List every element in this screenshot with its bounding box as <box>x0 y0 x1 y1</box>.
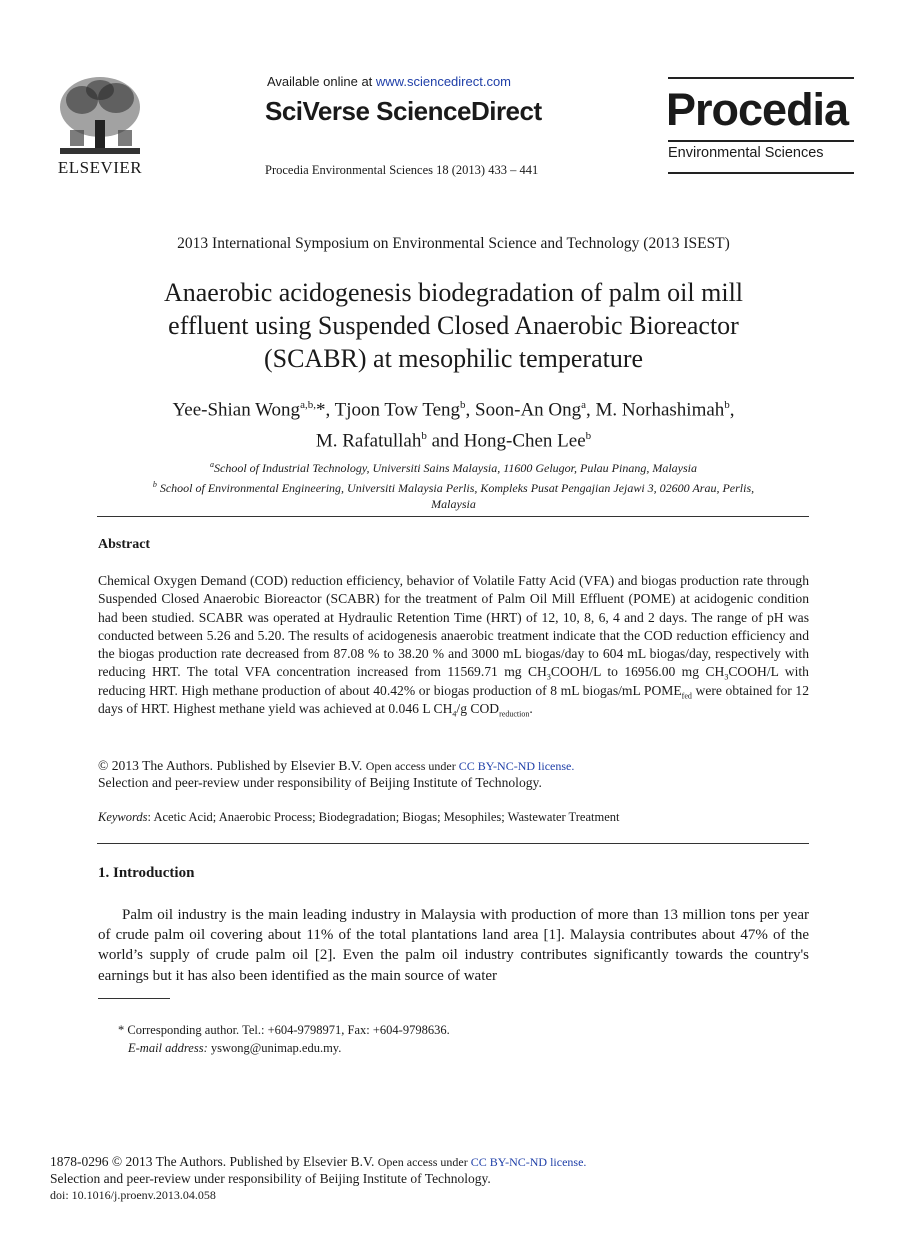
copyright-text: © 2013 The Authors. Published by Elsevier B.V. <box>98 758 366 773</box>
author-name: Tjoon Tow Teng <box>334 399 461 421</box>
affil-sup: a <box>210 460 214 469</box>
email-label: E-mail address: <box>128 1041 208 1055</box>
procedia-rule-mid <box>668 140 854 142</box>
journal-logo-subtitle: Environmental Sciences <box>668 145 824 161</box>
sciencedirect-link[interactable]: www.sciencedirect.com <box>375 74 512 89</box>
divider-top <box>97 516 809 517</box>
subscript: fed <box>681 691 692 701</box>
license-link[interactable]: CC BY-NC-ND license. <box>470 1155 587 1169</box>
platform-name: SciVerse ScienceDirect <box>265 96 542 126</box>
author-and: and <box>426 430 464 452</box>
abstract-copyright <box>98 758 809 791</box>
subscript: reduction <box>499 709 530 719</box>
peer-review-text: Selection and peer-review under responsibility of Beijing Institute of Technology. <box>98 774 542 790</box>
email-address: yswong@unimap.edu.my. <box>207 1041 342 1055</box>
affil-sup: b <box>152 479 157 489</box>
subscript: 3 <box>546 673 551 683</box>
procedia-rule-top <box>668 77 854 79</box>
abstract-text: COOH/L to 16956.00 mg CH <box>550 664 725 680</box>
affiliation-a: School of Industrial Technology, Universiti Sains Malaysia, 11600 Gelugor, Pulau Pinang, Malaysia <box>214 461 697 475</box>
author-affil-sup: a,b, <box>300 399 316 411</box>
symposium-line: 2013 International Symposium on Environmental Science and Technology (2013 ISEST) <box>177 235 730 252</box>
available-prefix: Available online at <box>267 74 376 89</box>
author-name: Hong-Chen Lee <box>463 430 586 452</box>
open-access-text: Open access under <box>365 759 459 773</box>
affiliation-b-cont: Malaysia <box>431 497 476 511</box>
author-sep: , <box>465 399 476 421</box>
doi: doi: 10.1016/j.proenv.2013.04.058 <box>50 1188 216 1202</box>
author-name: Yee-Shian Wong <box>172 399 301 421</box>
title-line: effluent using Suspended Closed Anaerobic Bioreactor <box>168 311 739 340</box>
author-sep: , <box>586 399 596 421</box>
elsevier-wordmark: ELSEVIER <box>57 158 143 177</box>
author-affil-sup: b <box>460 399 466 411</box>
subscript: 3 <box>724 673 729 683</box>
abstract-heading: Abstract <box>98 537 151 552</box>
abstract-text: COOH/L with reducing HRT. High methane production of about 40.42% or biogas production of 8 mL biogas/mL POME <box>98 664 809 698</box>
abstract-text: /g COD <box>456 701 500 717</box>
author-list <box>100 392 807 455</box>
abstract-text: were obtained for 12 days of HRT. Highest methane yield was achieved at 0.046 L CH <box>98 682 809 717</box>
journal-logo-name: Procedia <box>666 84 849 135</box>
journal-reference: Procedia Environmental Sciences 18 (2013) 433 – 441 <box>265 163 539 177</box>
author-affil-sup: b <box>585 430 592 443</box>
footnote-rule <box>98 998 170 999</box>
page-footer <box>50 1154 586 1204</box>
author-name: Soon-An Ong <box>475 399 582 421</box>
author-affil-sup: a <box>581 399 587 411</box>
author-name: M. Rafatullah <box>315 430 422 452</box>
keywords <box>98 810 809 825</box>
author-sep: , <box>729 399 735 421</box>
divider-bottom <box>97 843 809 844</box>
abstract-text: Chemical Oxygen Demand (COD) reduction efficiency, behavior of Volatile Fatty Acid (VFA) and biogas production rate through Suspended Closed Anaerobic Bioreactor (SCABR) for the treatment of Palm Oil Mill Effluent (POME) at acidogenic condition had been studied. SCABR was operated at Hydraulic Retention Time (HRT) of 12, 10, 8, 6, 4 and 2 days. The range of pH was conducted between 5.26 and 5.20. The results of acidogenesis anaerobic treatment indicate that the COD reduction efficiency and the biogas production rate decreased from 87.08 % to 38.20 % and 3000 mL biogas/day to 604 mL biogas/day, respectively with reducing HRT. The total VFA concentration increased from 11569.71 mg CH <box>98 573 809 680</box>
title-line: Anaerobic acidogenesis biodegradation of palm oil mill <box>163 278 744 307</box>
subscript: 4 <box>452 709 457 719</box>
title-line: (SCABR) at mesophilic temperature <box>263 344 644 373</box>
available-online <box>267 74 511 89</box>
abstract-body <box>98 572 809 718</box>
intro-paragraph: Palm oil industry is the main leading industry in Malaysia with production of more than 13 million tons per year of crude palm oil covering about 11% of the total plantations land area [1]. Malaysia contributes about 47% of the world’s supply of crude palm oil [2]. Even the palm oil industry contributes significantly towards the country's earnings but it has also been identified as the main source of water <box>98 907 809 984</box>
author-name: M. Norhashimah <box>595 399 725 421</box>
procedia-rule-bottom <box>668 172 854 174</box>
abstract-text: . <box>529 701 533 717</box>
peer-review-text: Selection and peer-review under responsibility of Beijing Institute of Technology. <box>50 1170 491 1186</box>
corresponding-marker: *, <box>315 399 335 421</box>
corresponding-author: * Corresponding author. Tel.: +604-9798971, Fax: +604-9798636. <box>118 1023 450 1037</box>
author-affil-sup: b <box>421 430 427 443</box>
keywords-label: Keywords <box>98 810 148 824</box>
affiliations <box>100 457 807 513</box>
section-heading: 1. Introduction <box>98 865 195 881</box>
license-link[interactable]: CC BY-NC-ND license. <box>458 759 575 773</box>
paper-title <box>100 276 807 375</box>
keywords-list: : Acetic Acid; Anaerobic Process; Biodegradation; Biogas; Mesophiles; Wastewater Treatment <box>147 810 620 824</box>
author-affil-sup: b <box>724 399 730 411</box>
open-access-text: Open access under <box>377 1155 471 1169</box>
footnote <box>118 1021 450 1057</box>
issn-copyright: 1878-0296 © 2013 The Authors. Published by Elsevier B.V. <box>50 1154 378 1169</box>
affiliation-b: School of Environmental Engineering, Universiti Malaysia Perlis, Kompleks Pusat Pengajian Jejawi 3, 02600 Arau, Perlis, <box>156 480 755 495</box>
